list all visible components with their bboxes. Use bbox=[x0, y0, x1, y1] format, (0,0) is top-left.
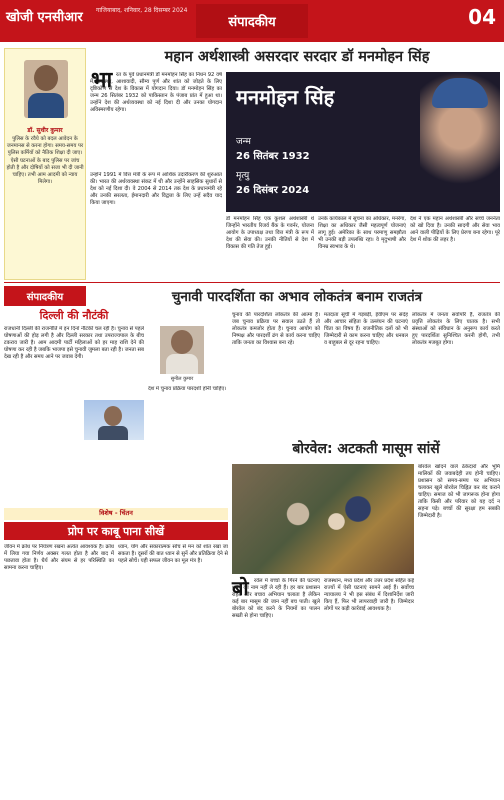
dropcap: बो bbox=[232, 576, 249, 600]
story2-col1: राजधानी दिल्ली की राजनीति में इन दिनों नौटंकी चल रही है। चुनाव से पहले घोषणाओं की होड़ लगी है और दिल्ली सरकार तथा उपराज्यपाल के बीच टकराव जारी है। आम आदमी पार्टी महिलाओं को हर माह राशि देने की घोषणा कर रही है जबकि भाजपा इसे चुनावी जुमला बता रही है। जनता सब देख रही है और समय आने पर जवाब देगी। bbox=[4, 326, 144, 360]
story1-intro: रत के पूर्व प्रधानमंत्री डॉ मनमोहन सिंह का निधन 92 वर्ष में, स्वास्थ्य, आशावादी, सौम्य पूर्ण और शांत को जोड़ते के लिए दृष्टिकोण से देश के विकास में योगदान दिया। डॉ मनमोहन सिंह का जन्म 26 सितंबर 1932 को पाकिस्तान के पंजाब प्रांत में हुआ था। उन्होंने देश की अर्थव्यवस्था को नई दिशा दी और उनका योगदान अविस्मरणीय रहेगा। bbox=[90, 72, 222, 113]
issue-date: गाजियाबाद, शनिवार, 28 दिसम्बर 2024 bbox=[96, 7, 188, 14]
born-label: जन्म bbox=[236, 137, 251, 147]
columnist-avatar bbox=[24, 60, 68, 118]
dropcap: भा bbox=[91, 68, 113, 93]
died-label: मृत्यु bbox=[236, 171, 250, 181]
author-photo-caption: सुनील कुमार bbox=[170, 376, 194, 382]
section-divider bbox=[4, 282, 500, 283]
rescue-operation-photo bbox=[232, 464, 414, 574]
story1-col4: उनके कार्यकाल में सूचना का अधिकार, मनरेगा, शिक्षा का अधिकार जैसी महत्वपूर्ण योजनाएं लागू हुई। अमेरिका के साथ परमाणु समझौता भी उनकी बड़ी उपलब्धि रहा। वे मृदुभाषी और विनम्र स्वभाव के थे। bbox=[318, 216, 406, 250]
story1-col5: देश ने एक महान अर्थशास्त्री और सच्चे जननेता को खो दिया है। उनकी सादगी और सेवा भाव आने वाली पीढ़ियों के लिए प्रेरणा बना रहेगा। पूरे देश में शोक की लहर है। bbox=[410, 216, 500, 243]
died-date: 26 दिसंबर 2024 bbox=[236, 185, 310, 196]
author-photo bbox=[160, 326, 204, 374]
section-title: संपादकीय bbox=[196, 4, 308, 38]
page-number: 04 bbox=[468, 5, 496, 29]
story2-col2: देश में चुनाव प्रक्रिया पारदर्शी होनी चाहिए। bbox=[148, 386, 227, 392]
story4-headline: प्रोप पर काबू पाना सीखें bbox=[4, 522, 228, 540]
born-date: 26 सितंबर 1932 bbox=[236, 151, 310, 162]
story3-col1: रवेल में बच्चों के गिरने की घटनाएं थमने का नाम नहीं ले रही हैं। हर बार प्रशासन राहत और बचाव अभियान चलाता है लेकिन कई बार मासूम की जान नहीं बच पाती। खुले बोरवेल को बंद करने के नियमों का पालन सख्ती से होना चाहिए। bbox=[232, 578, 320, 619]
story4-kicker: विशेष - चिंतन bbox=[4, 508, 228, 520]
story2-subhead: दिल्ली की नौटंकी bbox=[39, 309, 109, 322]
politician-photo bbox=[84, 400, 144, 440]
story2-col5: लोकतंत्र में जनता सर्वोपरि है, राजतंत्र की प्रवृत्ति लोकतंत्र के लिए घातक है। सभी संस्थाओं को संविधान के अनुरूप कार्य करते हुए पारदर्शिता सुनिश्चित करनी होगी, तभी लोकतंत्र मजबूत होगा। bbox=[412, 312, 500, 346]
story4-col2: ध्यान, योग और सकारात्मक सोच से मन को शांत रखा जा सकता है। दूसरों की बात ध्यान से सुनें और प्रतिक्रिया देने से पहले सोचें। यही सफल जीवन का मूल मंत्र है। bbox=[118, 544, 228, 564]
story4-col1: जीवन में क्रोध पर नियंत्रण रखना अत्यंत आवश्यक है। क्रोध में लिया गया निर्णय अक्सर गलत होता है और बाद में पछतावा होता है। धैर्य और संयम से हर परिस्थिति का सामना करना चाहिए। bbox=[4, 544, 114, 571]
story1-col2: उन्होंने 1991 में वित्त मंत्री के रूप में आर्थिक उदारीकरण की शुरुआत की। भारत की अर्थव्यवस्था संकट में थी और उन्होंने साहसिक सुधारों से देश को नई दिशा दी। वे 2004 से 2014 तक देश के प्रधानमंत्री रहे और उनकी सरलता, ईमानदारी और विद्वत्ता के लिए उन्हें सदैव याद किया जाएगा। bbox=[90, 172, 222, 206]
story3-col2: राजस्थान, मध्य प्रदेश और उत्तर प्रदेश सहित कई राज्यों में ऐसी घटनाएं सामने आई हैं। सर्वोच्च न्यायालय ने भी इस संबंध में दिशानिर्देश जारी किए हैं, फिर भी लापरवाही जारी है। जिम्मेदार लोगों पर कड़ी कार्रवाई आवश्यक है। bbox=[324, 578, 414, 612]
story3-right-column: बोरवेल खोदने वाले ठेकेदारों और भूमि मालिकों की जवाबदेही तय होनी चाहिए। प्रशासन को समय-समय पर अभियान चलाकर खुले बोरवेल चिह्नित कर बंद कराने चाहिए। समाज को भी जागरूक होना होगा ताकि किसी और परिवार को यह दर्द न सहना पड़े। बच्चों की सुरक्षा हम सबकी जिम्मेदारी है। bbox=[418, 464, 500, 519]
columnist-quote: पुलिस के रवैये को बदल आवेदन के जनमानस से करना होगा। समय-समय पर पुलिस कर्मियों को नैतिक शिक्षा दी जाए। ऐसी घटनाओं के बाद पुलिस पर जांच होती है और दोषियों को सजा भी दी जानी चाहिए। तभी आम आदमी को न्याय मिलेगा। bbox=[6, 136, 84, 186]
tribute-name: मनमोहन सिंह bbox=[236, 85, 335, 109]
story2-col4: मतदाता सूची में गड़बड़ी, ईवीएम पर संदेह और आचार संहिता के उल्लंघन की घटनाएं चिंता का विषय हैं। राजनीतिक दलों को भी जिम्मेदारी से काम करना चाहिए और धनबल व बाहुबल से दूर रहना चाहिए। bbox=[324, 312, 408, 346]
columnist-name: डॉ. सुधीर कुमार bbox=[27, 127, 63, 134]
story1-col3: डॉ मनमोहन सिंह एक कुशल अर्थशास्त्री थे जिन्होंने भारतीय रिजर्व बैंक के गवर्नर, योजना आयोग के उपाध्यक्ष तथा वित्त मंत्री के रूप में देश की सेवा की। उनकी नीतियों से देश में विकास की गति तेज हुई। bbox=[226, 216, 314, 250]
story2-headline: चुनावी पारदर्शिता का अभाव लोकतंत्र बनाम राजतंत्र bbox=[171, 289, 423, 305]
section-label: संपादकीय bbox=[4, 286, 86, 306]
story3-headline: बोरवेल: अटकती मासूम सांसें bbox=[292, 440, 440, 457]
brand-logo: खोजी एनसीआर bbox=[6, 10, 83, 25]
story2-col3: चुनाव की पारदर्शिता लोकतंत्र की आत्मा है। जब चुनाव प्रक्रिया पर सवाल उठते हैं तो लोकतंत्र कमजोर होता है। चुनाव आयोग को निष्पक्ष और पारदर्शी ढंग से कार्य करना चाहिए ताकि जनता का विश्वास बना रहे। bbox=[232, 312, 320, 346]
main-headline: महान अर्थशास्त्री असरदार सरदार डॉ मनमोहन सिंह bbox=[164, 49, 430, 65]
